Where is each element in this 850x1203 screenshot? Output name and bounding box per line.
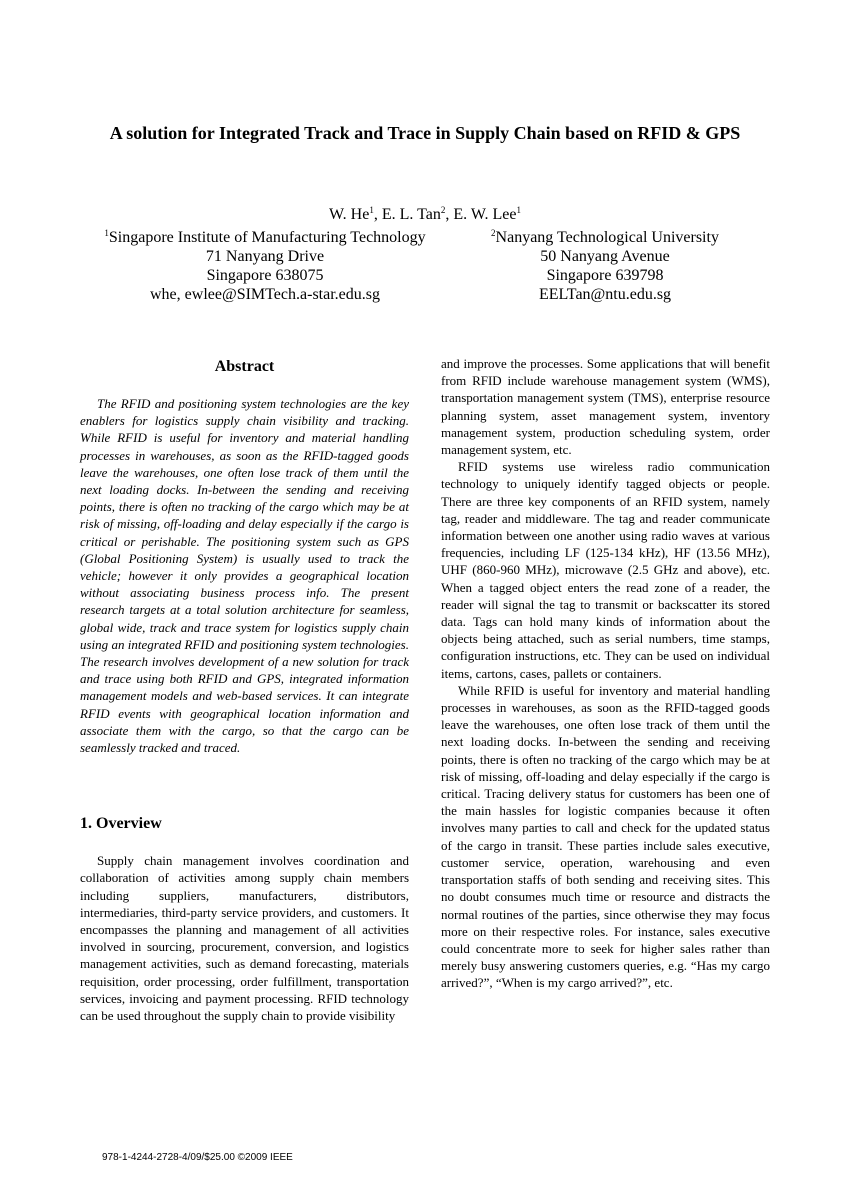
author-affiliation-mark: 1 xyxy=(369,205,374,215)
copyright-footer: 978-1-4244-2728-4/09/$25.00 ©2009 IEEE xyxy=(102,1152,293,1163)
author-line xyxy=(0,205,850,225)
affiliation-block xyxy=(440,228,770,304)
affiliation-institution xyxy=(440,228,770,247)
affiliation-mark: 2 xyxy=(491,228,496,238)
affiliation-mark: 1 xyxy=(104,228,109,238)
affiliation-block xyxy=(80,228,450,304)
left-column xyxy=(80,355,409,1024)
abstract-heading: Abstract xyxy=(214,358,275,375)
overview-paragraph: Supply chain management involves coordination and collaboration of activities among supply chain members including suppliers, manufacturers, distributors, intermediaries, third-party service providers, and customers. It encompasses the planning and management of all activities involved in sourcing, procurement, conversion, and logistics management activities, such as demand forecasting, materials requisition, order processing, order fulfillment, transportation services, invoicing and payment processing. RFID technology can be used throughout the supply chain to provide visibility xyxy=(80,853,409,1024)
institution-name: Singapore Institute of Manufacturing Technology xyxy=(108,229,426,246)
affiliation-city: Singapore 639798 xyxy=(546,267,664,284)
affiliation-city: Singapore 638075 xyxy=(206,267,324,284)
section-heading-overview: 1. Overview xyxy=(80,815,162,833)
affiliation-email: whe, ewlee@SIMTech.a-star.edu.sg xyxy=(150,286,380,303)
author-name: E. L. Tan xyxy=(381,206,441,223)
rfid-systems-paragraph: RFID systems use wireless radio communication technology to uniquely identify tagged objects or people. There are three key components of an RFID system, namely tag, reader and middleware. The tag and reader communicate information between one another using radio waves at various frequencies, including LF (125-134 kHz), HF (13.56 MHz), UHF (860-960 MHz), microwave (2.5 GHz and above), etc. When a tagged object enters the read zone of a reader, the reader will signal the tag to transmit or backscatter its stored data. Tags can hold many kinds of information about the objects being attached, such as serial numbers, time stamps, configuration instructions, etc. They can be used on individual items, cartons, cases, pallets or containers. xyxy=(441,459,770,681)
overview-paragraph-continued: and improve the processes. Some applications that will benefit from RFID include warehouse management system (WMS), transportation management system (TMS), enterprise resource planning system, asset management system, inventory management system, production scheduling system, order management system, etc. xyxy=(441,356,770,458)
abstract-text: The RFID and positioning system technologies are the key enablers for logistics supply chain visibility and tracking. While RFID is useful for inventory and material handling processes in warehouses, as soon as the RFID-tagged goods leave the warehouses, one often lose track of them until the next loading docks. In-between the sending and receiving points, there is often no tracking of the cargo which may be at risk of missing, off-loading and delay especially if the cargo is critical or perishable. The positioning system such as GPS (Global Positioning System) is usually used to track the vehicle; however it only provides a geographical location without associating business process info. The present research targets at a total solution architecture for seamless, global wide, track and trace system for logistics supply chain using an integrated RFID and positioning system technologies. The research involves development of a new solution for track and trace using both RFID and GPS, integrated information management models and web-based services. It can integrate RFID events with geographical location information and associate them with the cargo, so that the cargo can be seamlessly tracked and traced. xyxy=(80,396,409,756)
affiliation-address: 71 Nanyang Drive xyxy=(205,248,325,265)
affiliation-email: EELTan@ntu.edu.sg xyxy=(538,286,672,303)
institution-name: Nanyang Technological University xyxy=(495,229,719,246)
author-affiliation-mark: 1 xyxy=(516,205,521,215)
affiliation-address: 50 Nanyang Avenue xyxy=(540,248,670,265)
author-affiliation-mark: 2 xyxy=(440,205,446,215)
author-separator: , xyxy=(373,206,382,223)
author-name: W. He xyxy=(329,206,370,223)
rfid-tracking-paragraph: While RFID is useful for inventory and material handling processes in warehouses, as soon as the RFID-tagged goods leave the warehouses, one often lose track of them until the next loading docks. In-between the sending and receiving points, there is often no tracking of the cargo which may be at risk of missing, off-loading and delay especially if the cargo is critical. Tracing delivery status for customers has been one of the main hassles for logistic companies because it often involves many parties to call and check for the updated status of the cargo in transit. These parties include sales executive, customer service, operation, warehousing and even transportation staffs of both sending and receiving sites. This no doubt consumes much time or resource and distracts the normal routines of the parties, since otherwise they may focus more on their respective roles. For instance, sales executive could concentrate more to seek for higher sales rather than merely busy answering customers queries, e.g. “Has my cargo arrived?”, “When is my cargo arrived?”, etc. xyxy=(441,682,770,991)
author-separator: , xyxy=(445,206,454,223)
author-name: E. W. Lee xyxy=(453,206,517,223)
right-column xyxy=(441,355,770,992)
paper-title: A solution for Integrated Track and Trace in Supply Chain based on RFID & GPS xyxy=(109,123,741,143)
affiliation-institution xyxy=(80,228,450,247)
